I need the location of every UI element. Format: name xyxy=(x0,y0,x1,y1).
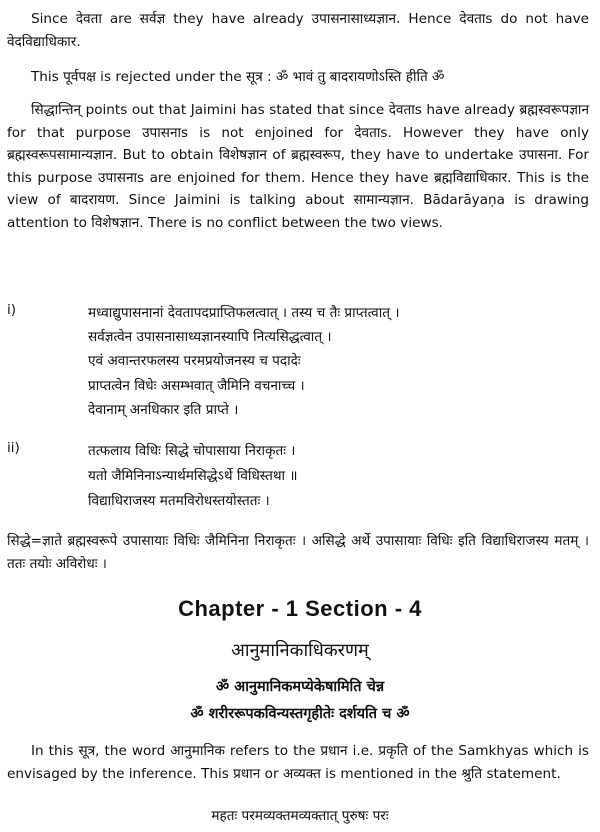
verse-ii-line-1: तत्फलाय विधिः सिद्धे चोपासाया निराकृतः । xyxy=(88,443,296,459)
verse-i-line-1: मध्वाद्युपासनानां देवतापदप्राप्तिफलत्वात् । तस्य च तैः प्राप्तत्वात् । xyxy=(88,305,400,321)
intro-paragraph-2: This पूर्वपक्ष is rejected under the सूत्र : ॐ भावं तु बादरायणोऽस्ति हीति ॐ xyxy=(31,69,445,85)
intro-paragraph-1: Since देवता are सर्वज्ञ they have already उपासनासाध्यज्ञान. Hence देवताs do not have वेदविद्याधिकार. xyxy=(7,11,589,50)
intro-paragraph-3: सिद्धान्तिन् points out that Jaimini has stated that since देवताs have already ब्रह्मस्वरूपज्ञान for that purpose उपासनाs is not enjoined for देवताs. However they have only ब्रह्मस्वरूपसामान्यज्ञान. But to obtain विशेषज्ञान of ब्रह्मस्वरूप, they have to undertake उपासना. For this purpose उपासनाs are enjoined for them. Hence they have ब्रह्मविद्याधिकार. This is the view of बादरायण. Since Jaimini is talking about सामान्यज्ञान. Bādarāyaṇa is drawing attention to विशेषज्ञान. There is no conflict between the two views. xyxy=(7,102,589,231)
verse-label-ii: ii) xyxy=(7,440,20,456)
shruti-quote: महतः परमव्यक्तमव्यक्तात् पुरुषः परः xyxy=(211,808,389,824)
closing-paragraph: In this सूत्र, the word आनुमानिक refers to the प्रधान i.e. प्रकृति of the Samkhyas which is envisaged by the inference. This प्रधान or अव्यक्त is mentioned in the श्रुति statement. xyxy=(7,743,589,782)
sutra-line-2: ॐ शरीररूपकविन्यस्तगृहीतेः दर्शयति च ॐ xyxy=(190,706,410,722)
chapter-heading: Chapter - 1 Section - 4 xyxy=(178,596,422,621)
verse-ii-line-3: विद्याधिराजस्य मतमविरोधस्तयोस्ततः । xyxy=(88,493,270,509)
verse-ii-line-2: यतो जैमिनिनाऽन्यार्थमसिद्धेऽर्थे विधिस्तथा ॥ xyxy=(88,468,298,484)
adhikarana-title: आनुमानिकाधिकरणम् xyxy=(231,640,369,661)
sutra-line-1: ॐ आनुमानिकमप्येकेषामिति चेन्न xyxy=(215,679,385,695)
siddhe-note: सिद्धे=ज्ञाते ब्रह्मस्वरूपे उपासायाः विधिः जैमिनिना निराकृतः । असिद्धे अर्थे उपासायाः विधिः इति विद्याधिराजस्य मतम् । ततः तयोः अविरोधः । xyxy=(7,533,589,572)
verse-i-line-2: सर्वज्ञत्वेन उपासनासाध्यज्ञानस्यापि नित्यसिद्धत्वात् । xyxy=(88,329,332,345)
verse-i-line-3: एवं अवान्तरफलस्य परमप्रयोजनस्य च पदादेः xyxy=(88,353,301,369)
verse-i-line-5: देवानाम् अनधिकार इति प्राप्ते । xyxy=(88,402,239,418)
verse-label-i: i) xyxy=(7,302,17,318)
verse-i-line-4: प्राप्तत्वेन विधेः असम्भवात् जैमिनि वचनाच्च । xyxy=(88,378,305,394)
